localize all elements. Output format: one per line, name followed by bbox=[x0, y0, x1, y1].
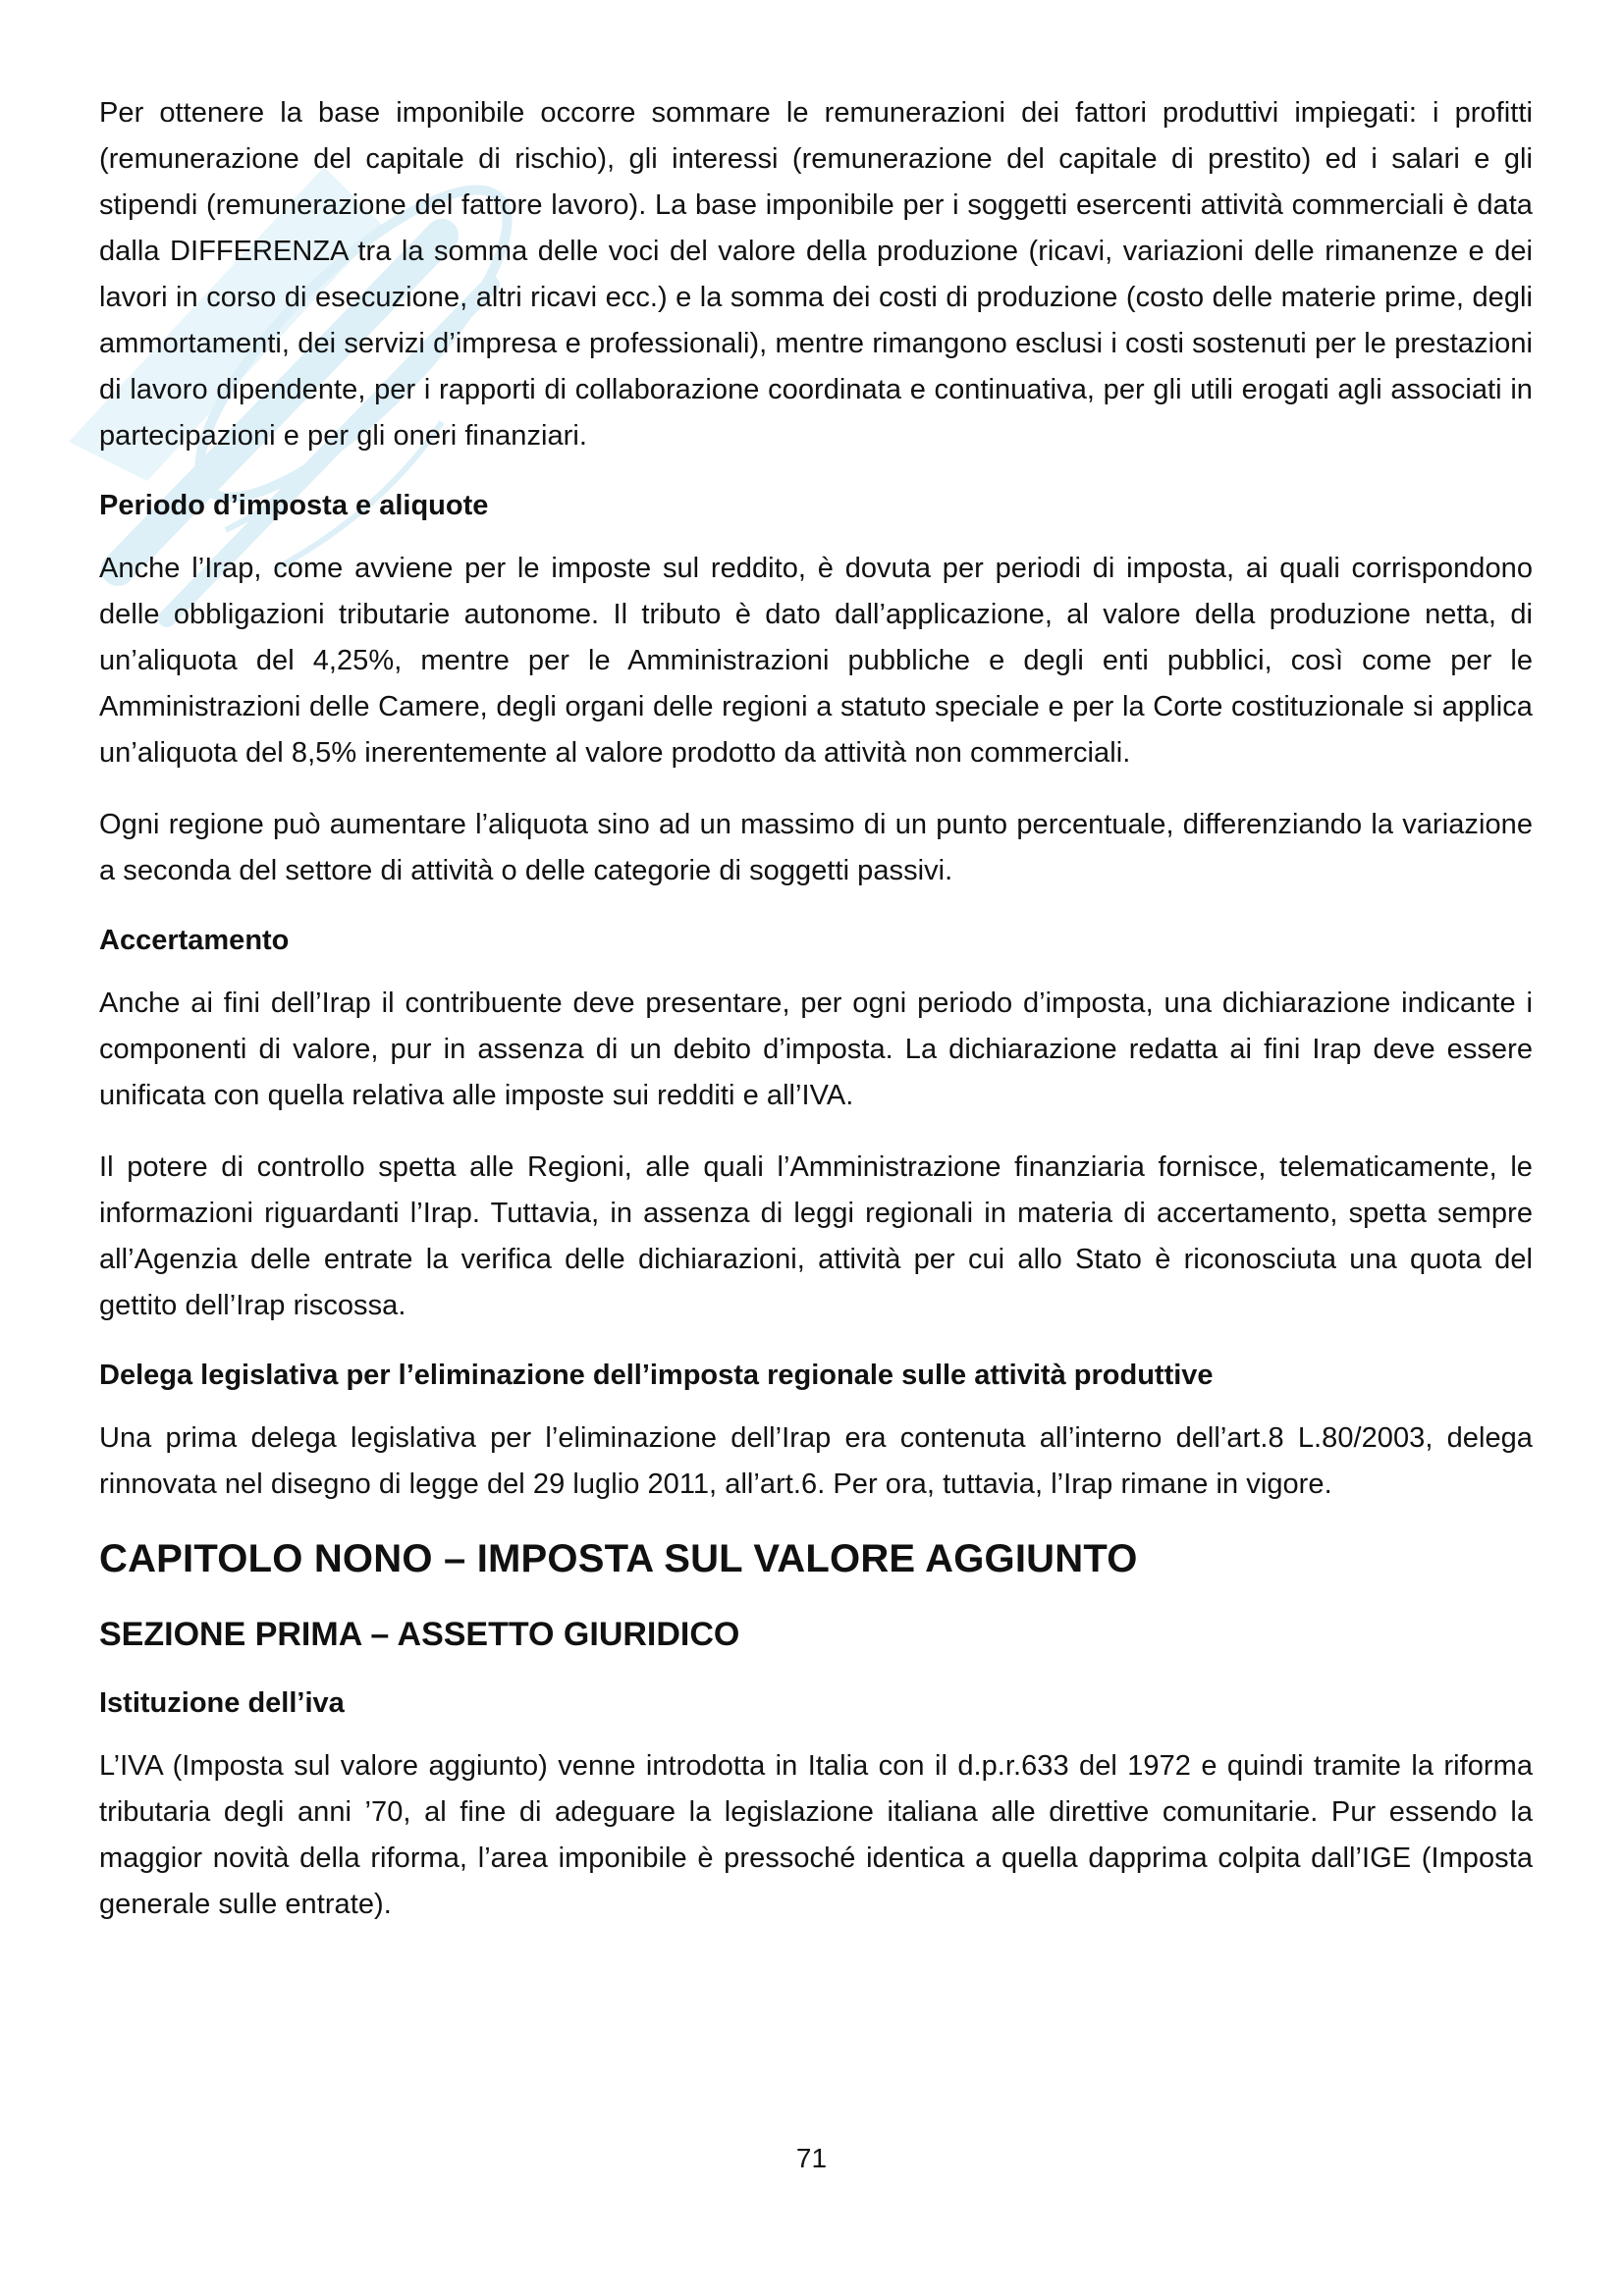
paragraph-periodo-imposta: Anche l’Irap, come avviene per le imposte sul reddito, è dovuta per periodi di imposta, ai quali corrispondono delle obbligazioni tributarie autonome. Il tributo è dato dall’applicazione, al valore della produzione netta, di un’aliquota del 4,25%, mentre per le Amministrazioni pubbliche e degli enti pubblici, così come per le Amministrazioni delle Camere, degli organi delle regioni a statuto speciale e per la Corte costituzionale si applica un’aliquota del 8,5% inerentemente al valore prodotto da attività non commerciali. bbox=[99, 553, 1533, 769]
heading-accertamento: Accertamento bbox=[99, 925, 290, 956]
page-number: 71 bbox=[795, 2143, 828, 2173]
paragraph-istituzione-iva: L’IVA (Imposta sul valore aggiunto) venne introdotta in Italia con il d.p.r.633 del 1972 e quindi tramite la riforma tributaria degli anni ’70, al fine di adeguare la legislazione italiana alle direttive comunitarie. Pur essendo la maggior novità della riforma, l’area imponibile è pressoché identica a quella dapprima colpita dall’IGE (Imposta generale sulle entrate). bbox=[99, 1750, 1533, 1920]
heading-istituzione-iva: Istituzione dell’iva bbox=[99, 1687, 345, 1719]
document-body bbox=[99, 90, 1533, 1953]
chapter-title: CAPITOLO NONO – IMPOSTA SUL VALORE AGGIUNTO bbox=[99, 1537, 1138, 1580]
heading-delega-legislativa: Delega legislativa per l’eliminazione dell’imposta regionale sulle attività produttive bbox=[99, 1360, 1214, 1391]
heading-periodo-imposta: Periodo d’imposta e aliquote bbox=[99, 490, 489, 521]
paragraph-delega-legislativa: Una prima delega legislativa per l’eliminazione dell’Irap era contenuta all’interno dell’art.8 L.80/2003, delega rinnovata nel disegno di legge del 29 luglio 2011, all’art.6. Per ora, tuttavia, l’Irap rimane in vigore. bbox=[99, 1422, 1533, 1500]
paragraph-potere-controllo: Il potere di controllo spetta alle Regioni, alle quali l’Amministrazione finanziaria fornisce, telematicamente, le informazioni riguardanti l’Irap. Tuttavia, in assenza di leggi regionali in materia di accertamento, spetta sempre all’Agenzia delle entrate la verifica delle dichiarazioni, attività per cui allo Stato è riconosciuta una quota del gettito dell’Irap riscossa. bbox=[99, 1151, 1533, 1321]
paragraph-base-imponibile: Per ottenere la base imponibile occorre sommare le remunerazioni dei fattori produttivi impiegati: i profitti (remunerazione del capitale di rischio), gli interessi (remunerazione del capitale di prestito) ed i salari e gli stipendi (remunerazione del fattore lavoro). La base imponibile per i soggetti esercenti attività commerciali è data dalla DIFFERENZA tra la somma delle voci del valore della produzione (ricavi, variazioni delle rimanenze e dei lavori in corso di esecuzione, altri ricavi ecc.) e la somma dei costi di produzione (costo delle materie prime, degli ammortamenti, dei servizi d’impresa e professionali), mentre rimangono esclusi i costi sostenuti per le prestazioni di lavoro dipendente, per i rapporti di collaborazione coordinata e continuativa, per gli utili erogati agli associati in partecipazioni e per gli oneri finanziari. bbox=[99, 97, 1533, 452]
section-title: SEZIONE PRIMA – ASSETTO GIURIDICO bbox=[99, 1616, 740, 1653]
paragraph-aliquota-regionale: Ogni regione può aumentare l’aliquota sino ad un massimo di un punto percentuale, differenziando la variazione a seconda del settore di attività o delle categorie di soggetti passivi. bbox=[99, 809, 1533, 886]
paragraph-dichiarazione: Anche ai fini dell’Irap il contribuente deve presentare, per ogni periodo d’imposta, una dichiarazione indicante i componenti di valore, pur in assenza di un debito d’imposta. La dichiarazione redatta ai fini Irap deve essere unificata con quella relativa alle imposte sui redditi e all’IVA. bbox=[99, 988, 1533, 1111]
